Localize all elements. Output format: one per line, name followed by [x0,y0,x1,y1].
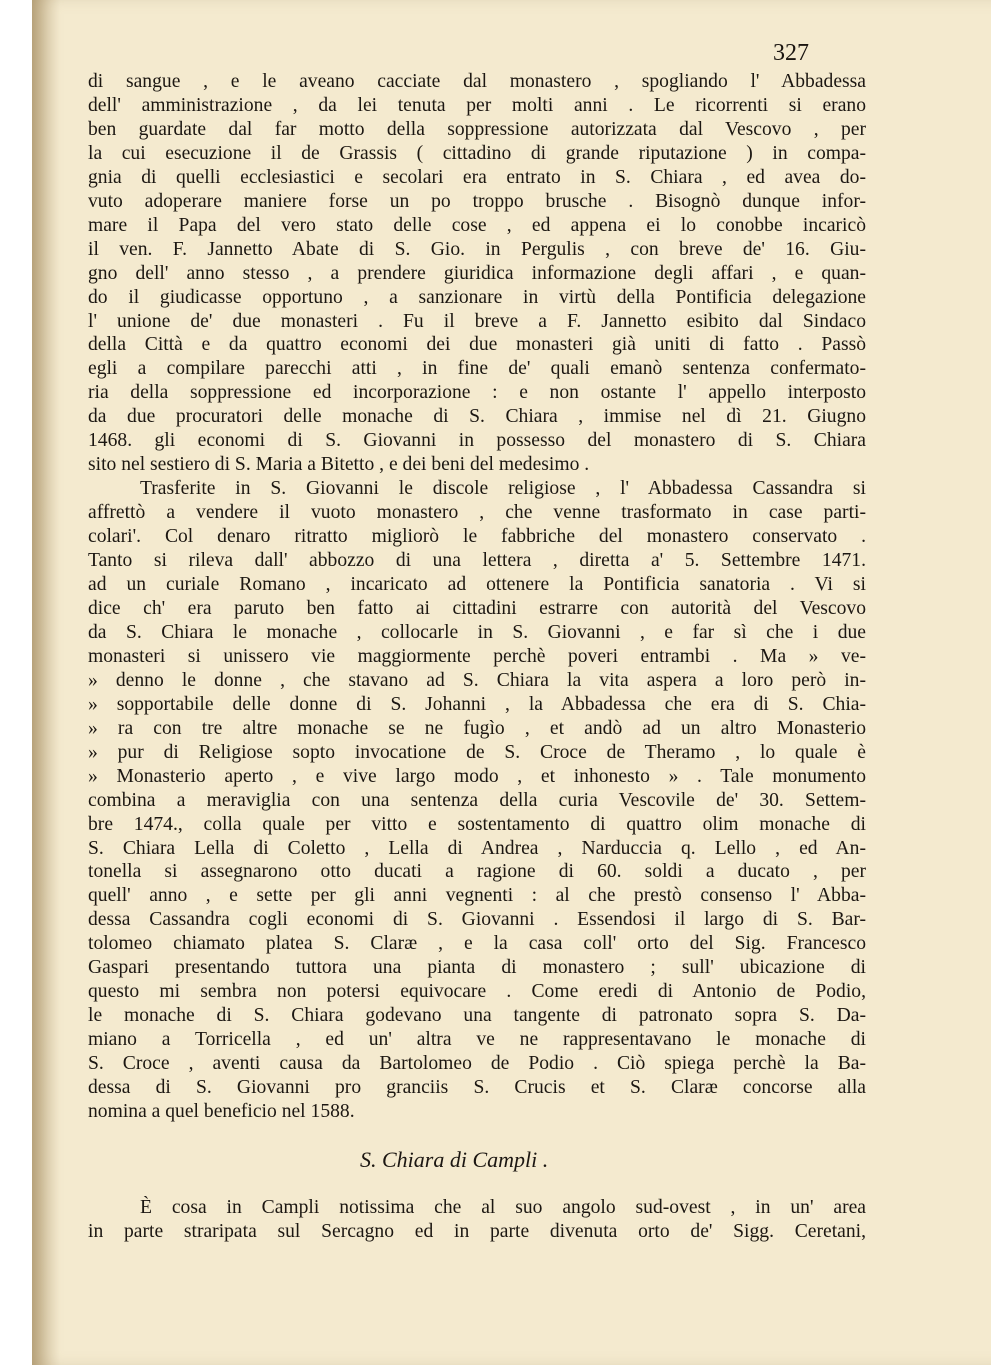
section-text-block [88,1196,866,1244]
text-line: ria della soppressione ed incorporazione : e non ostante l' appello interposto [88,382,866,404]
text-line: di sangue , e le aveano cacciate dal monastero , spogliando l' Abbadessa [88,71,866,92]
text-line: colari'. Col denaro ritratto migliorò le fabbriche del monastero conservato . [88,526,866,548]
text-line: sito nel sestiero di S. Maria a Bitetto , e dei beni del medesimo . [88,454,590,476]
text-line: dice ch' era paruto ben fatto ai cittadini estrarre con autorità del Vescovo [88,597,866,619]
text-line: ad un curiale Romano , incaricato ad ottenere la Pontificia sanatoria . Vi si [88,574,866,596]
text-line: ben guardate dal far motto della soppressione autorizzata dal Vescovo , per [88,118,866,140]
text-line: bre 1474., colla quale per vitto e sostentamento di quattro olim monache di [88,813,866,835]
text-line: Tanto si rileva dall' abbozzo di una lettera , diretta a' 5. Settembre 1471. [88,550,866,572]
text-line: Gaspari presentando tuttora una pianta di monastero ; sull' ubicazione di [88,957,866,979]
text-line: dessa di S. Giovanni pro granciis S. Crucis et S. Claræ concorse alla [88,1077,866,1099]
text-line: da due procuratori delle monache di S. Chiara , immise nel dì 21. Giugno [88,406,866,428]
page-gutter-shadow [32,0,60,1365]
text-line: le monache di S. Chiara godevano una tangente di patronato sopra S. Da- [88,1005,866,1027]
text-line: egli a compilare parecchi atti , in fine de' quali emanò sentenza confermato- [88,358,866,380]
text-line: della Città e da quattro economi dei due monasteri già uniti di fatto . Passò [88,334,866,356]
text-line: affrettò a vendere il vuoto monastero , che venne trasformato in case parti- [88,502,866,524]
text-line: tolomeo chiamato platea S. Claræ , e la casa coll' orto del Sig. Francesco [88,933,866,955]
text-line: il ven. F. Jannetto Abate di S. Gio. in Pergulis , con breve de' 16. Giu- [88,238,866,260]
text-line: mare il Papa del vero stato delle cose , ed appena ei lo conobbe incaricò [88,214,866,236]
text-line: l' unione de' due monasteri . Fu il breve a F. Jannetto esibito dal Sindaco [88,310,866,332]
text-line: » Monasterio aperto , e vive largo modo , et inhonesto » . Tale monumento [88,765,866,787]
text-line: gnia di quelli ecclesiastici e secolari era entrato in S. Chiara , ed avea do- [88,166,866,188]
text-line: la cui esecuzione il de Grassis ( cittadino di grande riputazione ) in compa- [88,142,866,164]
text-line: da S. Chiara le monache , collocarle in S. Giovanni , e far sì che i due [88,621,866,643]
text-line: dell' amministrazione , da lei tenuta per molti anni . Le ricorrenti si erano [88,94,866,116]
text-line: in parte straripata sul Sercagno ed in parte divenuta orto de' Sigg. Ceretani, [88,1221,866,1242]
text-line: monasteri si unissero vie maggiormente perchè poveri entrambi . Ma » ve- [88,645,866,667]
text-line: 1468. gli economi di S. Giovanni in possesso del monastero di S. Chiara [88,430,866,452]
text-line: questo mi sembra non potersi equivocare . Come eredi di Antonio de Podio, [88,981,866,1003]
text-line: » sopportabile delle donne di S. Johanni , la Abbadessa che era di S. Chia- [88,693,866,715]
text-line: quell' anno , e sette per gli anni vegnenti : al che prestò consenso l' Abba- [88,885,866,907]
page-number: 327 [773,40,809,66]
text-line: tonella si assegnarono otto ducati a ragione di 60. soldi a ducato , per [88,861,866,883]
text-line: gno dell' anno stesso , a prendere giuridica informazione degli affari , e quan- [88,262,866,284]
text-line: S. Croce , aventi causa da Bartolomeo de Podio . Ciò spiega perchè la Ba- [88,1053,866,1075]
text-line: do il giudicasse opportuno , a sanzionare in virtù della Pontificia delegazione [88,286,866,308]
main-text-block [88,70,866,1124]
text-line: combina a meraviglia con una sentenza della curia Vescovile de' 30. Settem- [88,789,866,811]
text-line: vuto adoperare maniere forse un po troppo brusche . Bisognò dunque infor- [88,190,866,212]
section-heading: S. Chiara di Campli . [360,1147,549,1172]
text-line: S. Chiara Lella di Coletto , Lella di Andrea , Narduccia q. Lello , ed An- [88,837,866,859]
text-line: » denno le donne , che stavano ad S. Chiara la vita aspera a loro però in- [88,669,866,691]
text-line: È cosa in Campli notissima che al suo angolo sud-ovest , in un' area [140,1197,866,1218]
text-line: » ra con tre altre monache se ne fugìo , et andò ad un altro Monasterio [88,717,866,739]
text-line: miano a Torricella , ed un' altra ve ne rappresentavano le monache di [88,1029,866,1051]
text-line: dessa Cassandra cogli economi di S. Giovanni . Essendosi il largo di S. Bar- [88,909,866,931]
text-line: nomina a quel beneficio nel 1588. [88,1100,355,1122]
text-line: Trasferite in S. Giovanni le discole religiose , l' Abbadessa Cassandra si [140,478,866,500]
text-line: » pur di Religiose sopto invocatione de S. Croce de Theramo , lo quale è [88,741,866,763]
